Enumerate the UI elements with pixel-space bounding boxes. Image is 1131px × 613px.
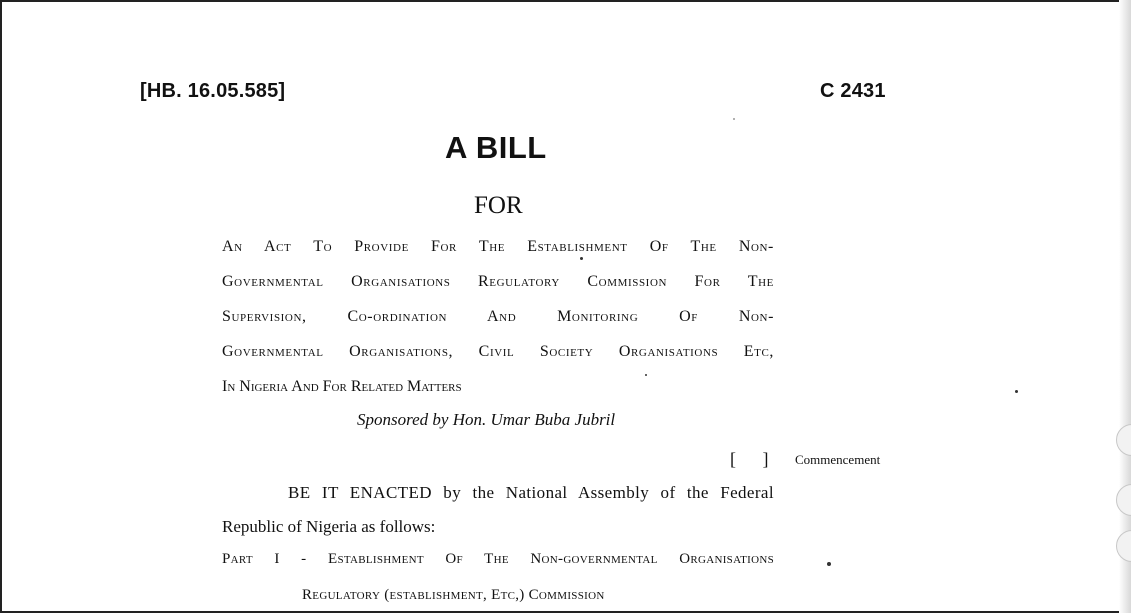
scan-speck xyxy=(733,118,735,120)
bill-title: A BILL xyxy=(445,130,547,165)
scan-speck xyxy=(827,562,831,566)
scan-speck xyxy=(1015,390,1018,393)
bill-reference-number: [HB. 16.05.585] xyxy=(140,80,286,102)
sponsor-line: Sponsored by Hon. Umar Buba Jubril xyxy=(357,410,616,429)
scan-speck xyxy=(645,374,647,376)
act-description-line: In Nigeria And For Related Matters xyxy=(222,378,462,395)
act-description-line: Governmental Organisations Regulatory Commission For The xyxy=(222,273,774,290)
page-code: C 2431 xyxy=(820,80,886,102)
part-heading: Part I - Establishment Of The Non-governmental Organisations xyxy=(222,551,774,567)
act-description-line: Governmental Organisations, Civil Society Organisations Etc, xyxy=(222,343,774,360)
for-heading: FOR xyxy=(474,192,523,219)
margin-note-commencement: Commencement xyxy=(795,452,881,467)
enactment-clause-line: Republic of Nigeria as follows: xyxy=(222,517,436,536)
page-edge-shadow xyxy=(1119,0,1131,613)
scan-speck xyxy=(580,257,583,260)
part-heading-continuation: Regulatory (establishment, Etc,) Commission xyxy=(302,587,605,603)
act-description-line: Supervision, Co-ordination And Monitoring Of Non- xyxy=(222,308,774,325)
act-description-line: An Act To Provide For The Establishment Of The Non- xyxy=(222,238,774,255)
commencement-brackets: [ ] xyxy=(730,449,769,469)
enactment-clause-line: BE IT ENACTED by the National Assembly of the Federal xyxy=(288,483,774,502)
